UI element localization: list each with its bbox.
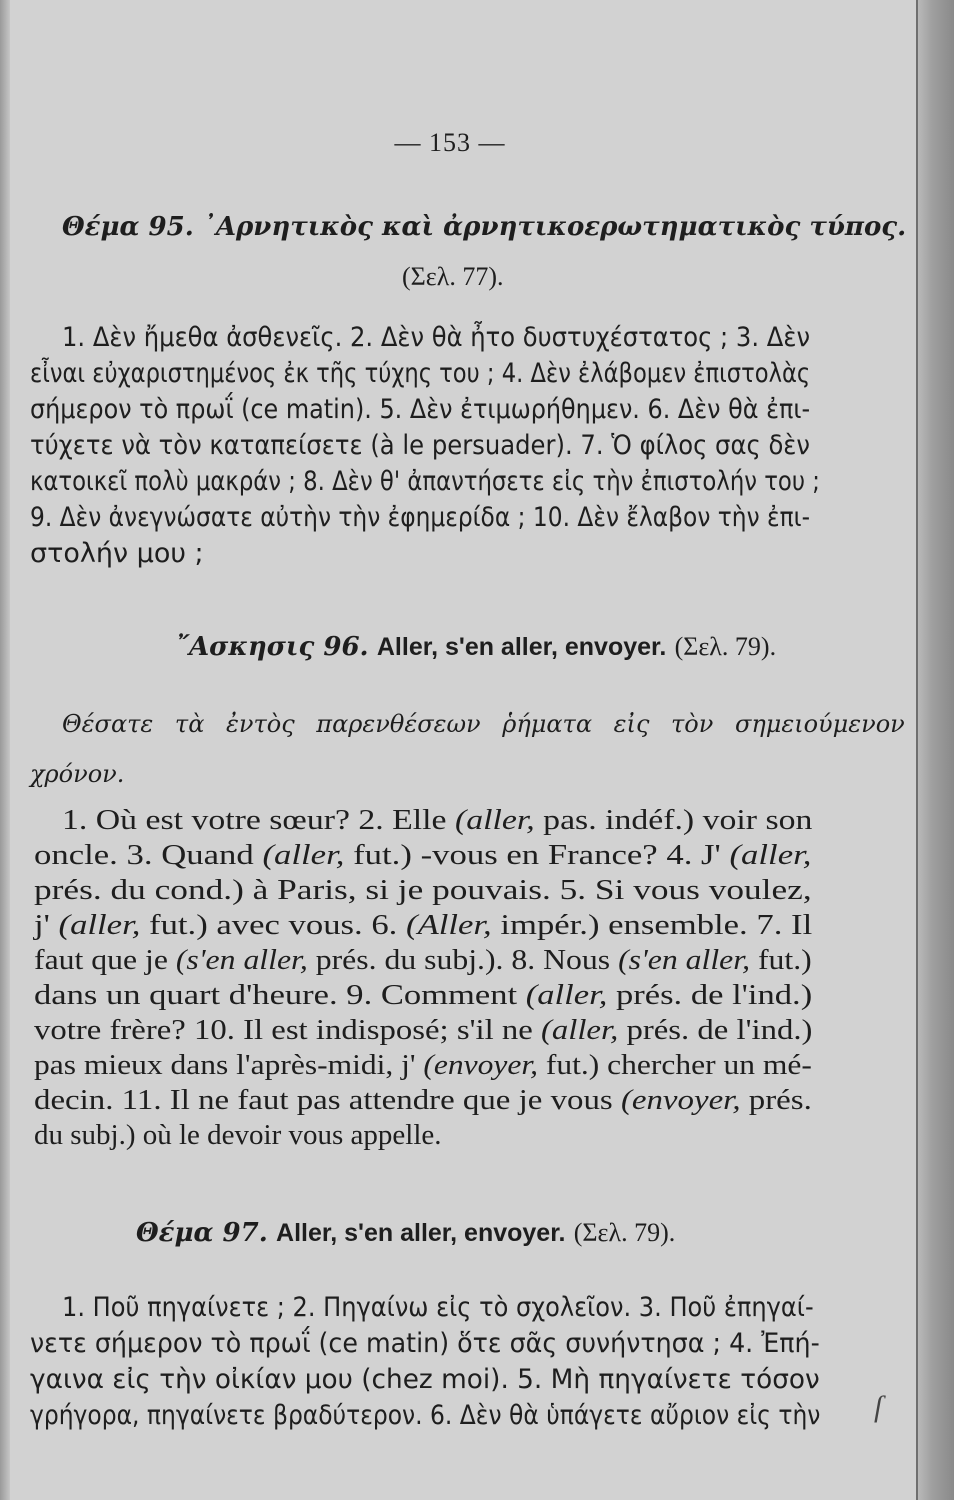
section-96-text: (envoyer, <box>423 1049 539 1081</box>
section-96-line <box>34 1084 812 1117</box>
section-96-line <box>34 1014 812 1047</box>
section-96-text: fut.) <box>750 944 812 976</box>
section-96-text: prés. de l'ind.) <box>607 979 813 1011</box>
section-96-text: fut.) chercher un mé- <box>538 1049 812 1081</box>
section-97-label: Θέμα 97. <box>136 1218 268 1248</box>
section-95-line: στολήν μου ; <box>30 538 204 569</box>
section-95-line: 9. Δὲν ἀνεγνώσατε αὐτὴν τὴν ἐφημερίδα ; 10. Δὲν ἔλαβον τὴν ἐπι- <box>30 502 810 533</box>
section-96-line <box>34 839 811 872</box>
section-96-text: (aller, <box>540 1014 619 1046</box>
section-96-text: du subj.) où le devoir vous appelle. <box>34 1119 442 1151</box>
section-96-title: Aller, s'en aller, envoyer. <box>376 633 667 661</box>
section-96-text: (Aller, <box>406 909 492 941</box>
section-96-text: decin. 11. Il ne faut pas attendre que je vous <box>34 1084 621 1116</box>
section-96-text: oncle. 3. Quand <box>34 839 263 871</box>
section-97-line: γαινα εἰς τὴν οἰκίαν μου (chez moi). 5. Μὴ πηγαίνετε τόσον <box>30 1364 820 1395</box>
section-96-text: prés. de l'ind.) <box>618 1014 813 1046</box>
section-96-text: votre frère? 10. Il est indisposé; s'il ne <box>34 1014 541 1046</box>
section-95-line: 1. Δὲν ἤμεθα ἀσθενεῖς. 2. Δὲν θὰ ἦτο δυστυχέστατος ; 3. Δὲν <box>62 322 811 353</box>
section-96-text: (aller, <box>729 839 812 871</box>
section-96-text: 1. Où est votre sœur? 2. Elle <box>62 804 455 836</box>
margin-pencil-mark: ſ <box>874 1390 883 1423</box>
section-96-text: prés. du subj.). 8. Nous <box>307 944 619 976</box>
section-96-text: prés. du cond.) à Paris, si je pouvais. 5. Si vous voulez, <box>34 874 812 906</box>
section-96-text: dans un quart d'heure. 9. Comment <box>34 979 526 1011</box>
section-96-text: (aller, <box>58 909 141 941</box>
section-96-text: faut que je <box>34 944 176 976</box>
section-97-line: γρήγορα, πηγαίνετε βραδύτερον. 6. Δὲν θὰ ὑπάγετε αὔριον εἰς τὴν <box>30 1400 821 1431</box>
section-95-ref: (Σελ. 77). <box>402 262 504 291</box>
section-96-text: (envoyer, <box>620 1084 741 1116</box>
page-gutter-shadow <box>0 0 10 1500</box>
page-number: — 153 — <box>394 128 506 157</box>
section-97-title: Aller, s'en aller, envoyer. <box>276 1219 566 1247</box>
section-96-line <box>34 909 812 942</box>
section-96-text: pas. indéf.) voir son <box>534 804 813 836</box>
section-96-line <box>34 1119 442 1152</box>
section-96-text: (s'en aller, <box>618 944 751 976</box>
section-96-heading <box>176 632 776 662</box>
section-96-line <box>34 1049 812 1082</box>
section-95-line: σήμερον τὸ πρωΐ (ce matin). 5. Δὲν ἐτιμωρήθημεν. 6. Δὲν θὰ ἐπι- <box>30 394 811 425</box>
section-95-line: εἶναι εὐχαριστημένος ἐκ τῆς τύχης του ; 4. Δὲν ἐλάβομεν ἐπιστολὰς <box>30 358 811 389</box>
section-97-ref: (Σελ. 79). <box>573 1218 676 1247</box>
section-95-title: Θέμα 95. ᾿Αρνητικὸς καὶ ἀρνητικοερωτηματικὸς τύπος. <box>62 212 907 242</box>
section-96-ref: (Σελ. 79). <box>674 632 777 661</box>
section-96-text: (s'en aller, <box>175 944 308 976</box>
section-95-line: κατοικεῖ πολὺ μακράν ; 8. Δὲν θ' ἀπαντήσετε εἰς τὴν ἐπιστολήν του ; <box>30 466 820 497</box>
section-97-heading <box>136 1218 675 1248</box>
section-96-text: (aller, <box>525 979 608 1011</box>
section-96-text: (aller, <box>454 804 535 836</box>
section-96-line <box>62 804 812 837</box>
section-95-line: τύχετε νὰ τὸν καταπείσετε (à le persuader). 7. Ὁ φίλος σας δὲν <box>30 430 811 461</box>
section-97-line: 1. Ποῦ πηγαίνετε ; 2. Πηγαίνω εἰς τὸ σχολεῖον. 3. Ποῦ ἐπηγαί- <box>62 1292 814 1323</box>
page-edge <box>916 0 954 1500</box>
section-96-label: ῎Ασκησις 96. <box>176 632 369 662</box>
section-96-text: prés. <box>740 1084 812 1116</box>
section-96-line <box>34 979 812 1012</box>
section-96-text: fut.) avec vous. 6. <box>140 909 407 941</box>
section-96-instruction-cont: χρόνον. <box>30 760 125 788</box>
section-96-text: j' <box>34 909 59 941</box>
section-97-line: νετε σήμερον τὸ πρωΐ (ce matin) ὅτε σᾶς συνήντησα ; 4. Ἐπή- <box>30 1328 820 1359</box>
section-96-text: (aller, <box>262 839 345 871</box>
section-96-text: fut.) -vous en France? 4. J' <box>344 839 730 871</box>
section-96-line <box>34 874 812 907</box>
section-96-line <box>34 944 812 977</box>
section-96-text: impér.) ensemble. 7. Il <box>491 909 813 941</box>
section-96-text: pas mieux dans l'après-midi, j' <box>34 1049 424 1081</box>
section-96-instruction: Θέσατε τὰ ἐντὸς παρενθέσεων ῥήματα εἰς τὸν σημειούμενον <box>62 710 905 738</box>
